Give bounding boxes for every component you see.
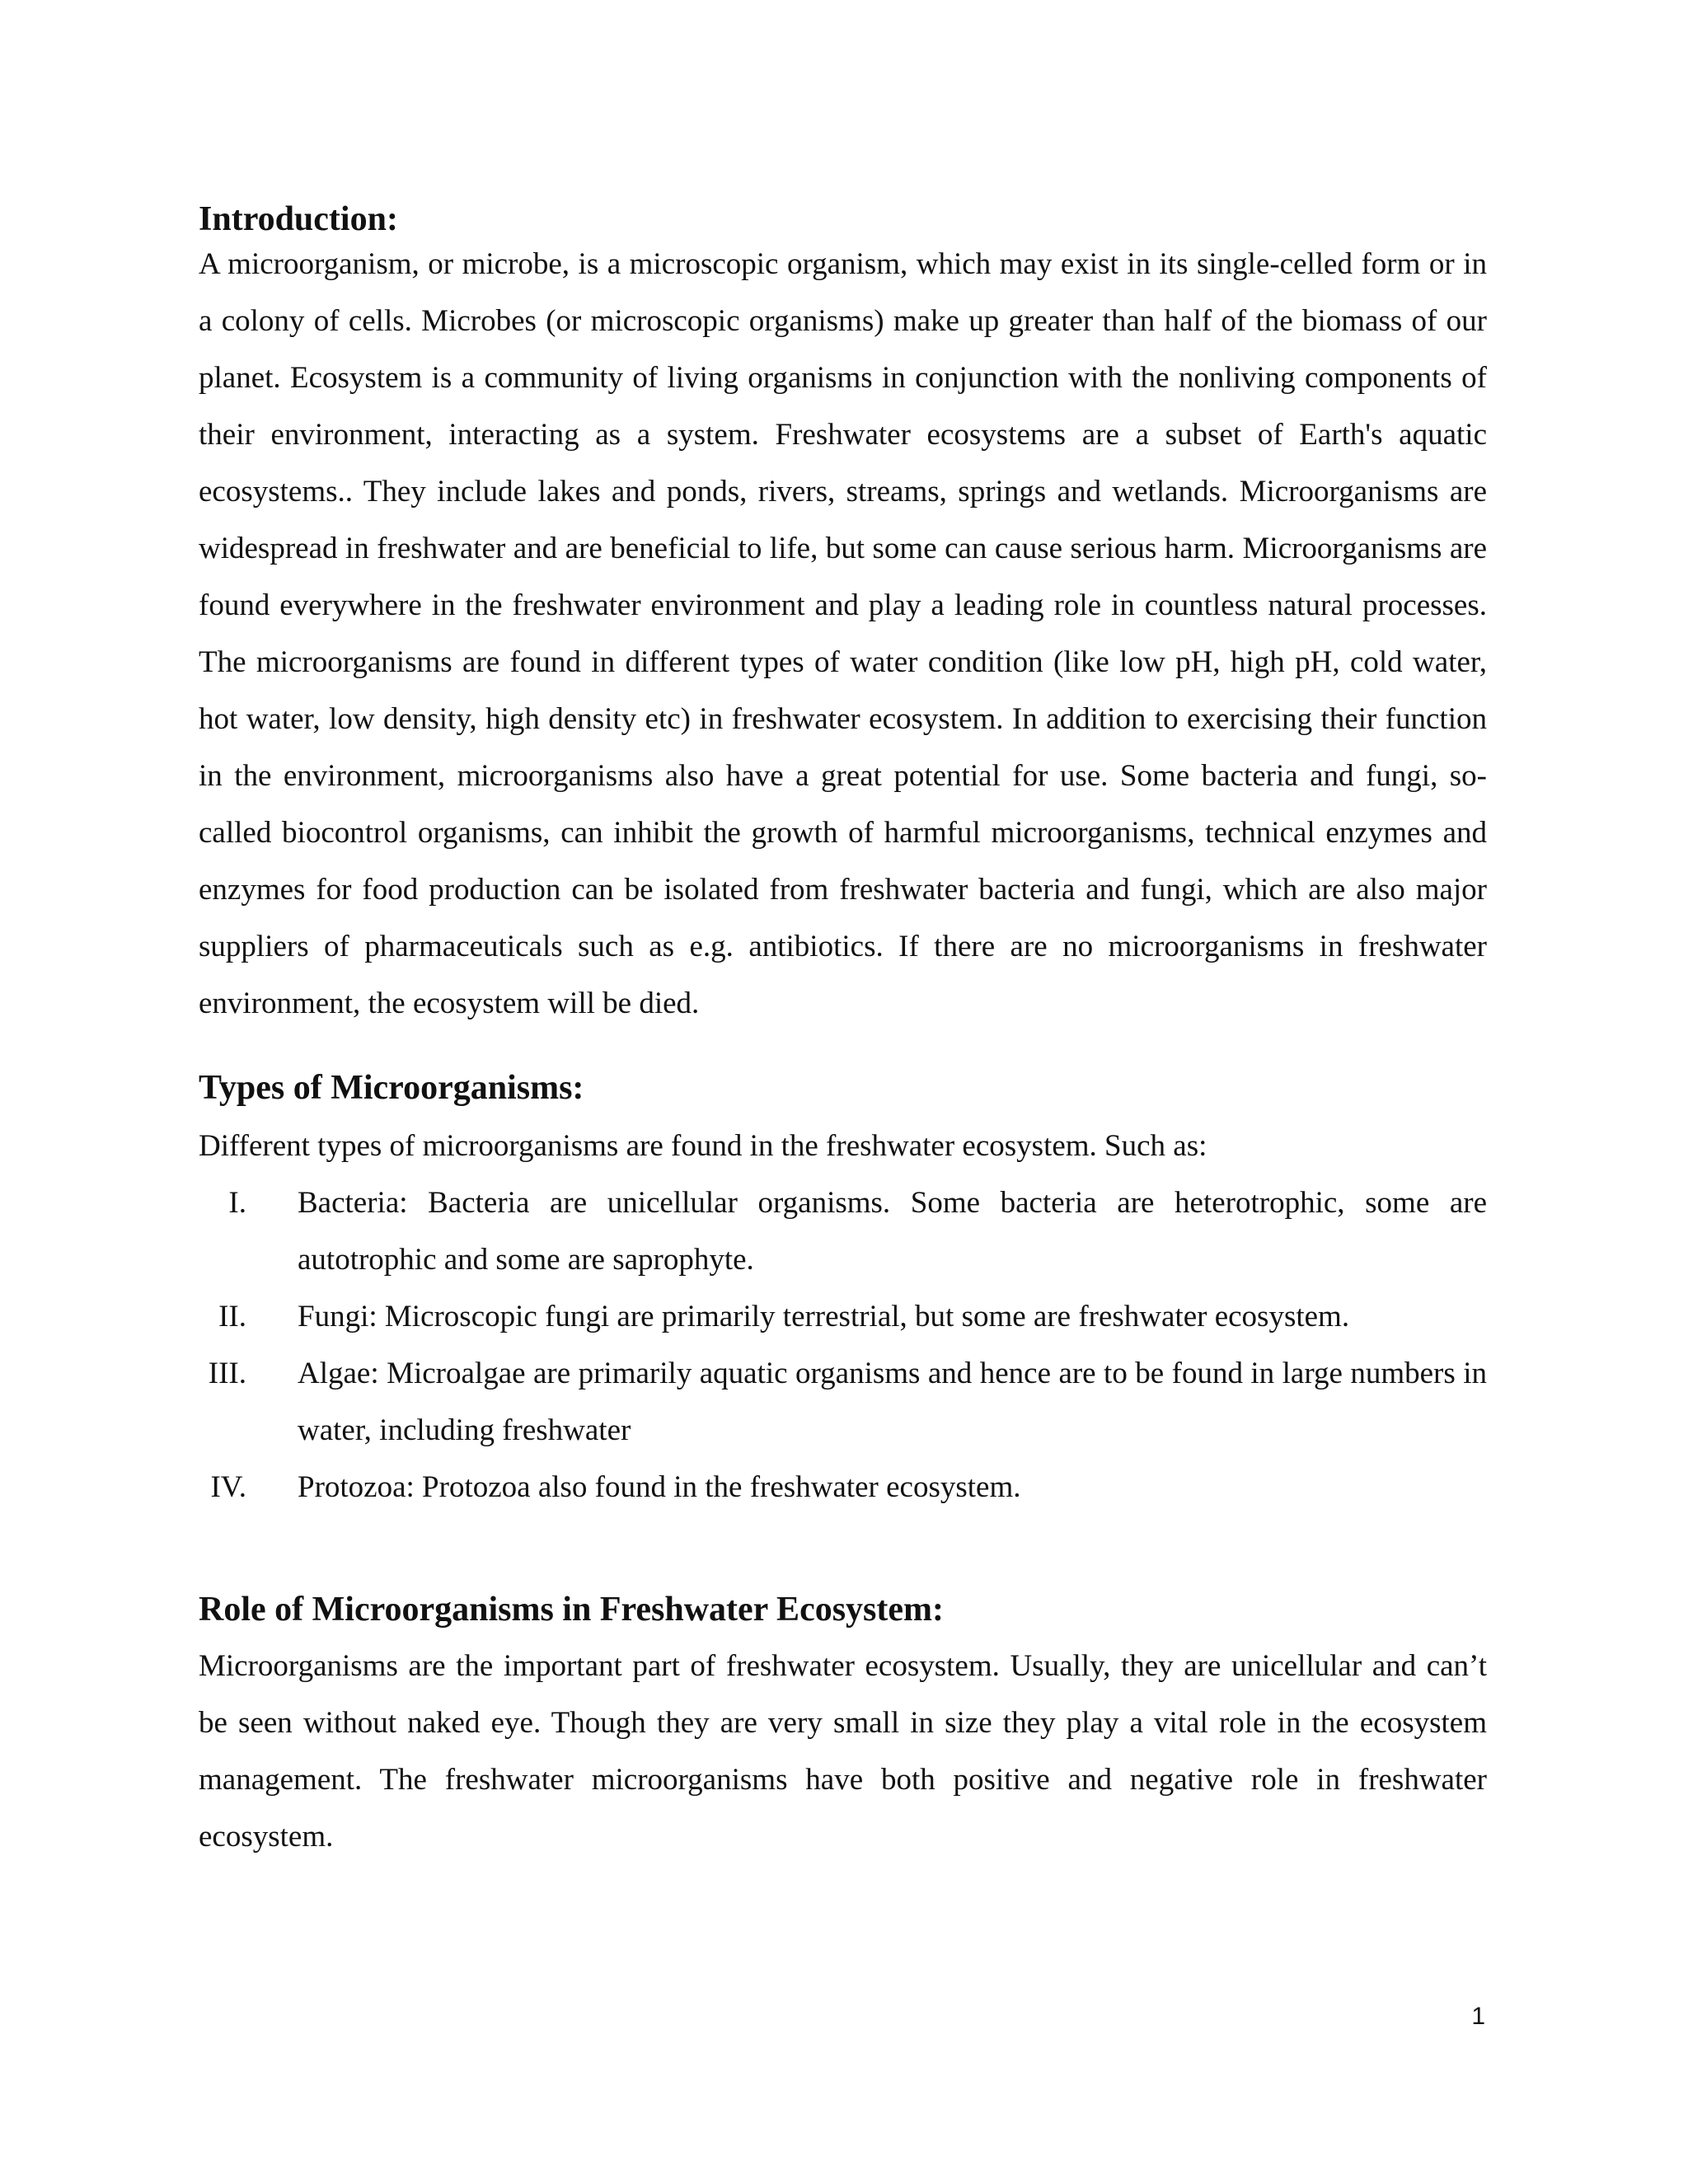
- list-numeral: III.: [208, 1357, 246, 1390]
- list-item: [199, 1345, 1487, 1459]
- list-numeral: I.: [228, 1186, 246, 1220]
- list-item: [199, 1174, 1487, 1288]
- introduction-heading: Introduction:: [199, 200, 398, 238]
- page-content: [199, 196, 1487, 1865]
- types-heading: Types of Microorganisms:: [199, 1069, 584, 1107]
- list-item-text: Protozoa: Protozoa also found in the freshwater ecosystem.: [298, 1470, 1021, 1504]
- list-item: [199, 1288, 1487, 1345]
- list-item-text: Algae: Microalgae are primarily aquatic organisms and hence are to be found in large numbers in water, including freshwater: [298, 1357, 1487, 1447]
- microorganism-types-list: [199, 1174, 1487, 1516]
- role-paragraph: Microorganisms are the important part of freshwater ecosystem. Usually, they are unicellular and can’t be seen without naked eye. Though they are very small in size they play a vital role in the ecosystem management. The freshwater microorganisms have both positive and negative role in freshwater ecosystem.: [199, 1649, 1487, 1854]
- list-item-text: Bacteria: Bacteria are unicellular organisms. Some bacteria are heterotrophic, some are autotrophic and some are saprophyte.: [298, 1186, 1487, 1277]
- page-number: 1: [1471, 2003, 1485, 2030]
- role-heading: Role of Microorganisms in Freshwater Ecosystem:: [199, 1591, 945, 1629]
- list-item-text: Fungi: Microscopic fungi are primarily terrestrial, but some are freshwater ecosystem.: [298, 1300, 1350, 1333]
- list-numeral: IV.: [210, 1470, 246, 1504]
- types-intro-paragraph: Different types of microorganisms are found in the freshwater ecosystem. Such as:: [199, 1129, 1207, 1163]
- introduction-paragraph: A microorganism, or microbe, is a microscopic organism, which may exist in its single-celled form or in a colony of cells. Microbes (or microscopic organisms) make up greater than half of the biomass of our planet. Ecosystem is a community of living organisms in conjunction with the nonliving components of their environment, interacting as a system. Freshwater ecosystems are a subset of Earth's aquatic ecosystems.. They include lakes and ponds, rivers, streams, springs and wetlands. Microorganisms are widespread in freshwater and are beneficial to life, but some can cause serious harm. Microorganisms are found everywhere in the freshwater environment and play a leading role in countless natural processes. The microorganisms are found in different types of water condition (like low pH, high pH, cold water, hot water, low density, high density etc) in freshwater ecosystem. In addition to exercising their function in the environment, microorganisms also have a great potential for use. Some bacteria and fungi, so-called biocontrol organisms, can inhibit the growth of harmful microorganisms, technical enzymes and enzymes for food production can be isolated from freshwater bacteria and fungi, which are also major suppliers of pharmaceuticals such as e.g. antibiotics. If there are no microorganisms in freshwater environment, the ecosystem will be died.: [199, 247, 1487, 1020]
- list-item: [199, 1459, 1487, 1516]
- list-numeral: II.: [218, 1300, 246, 1333]
